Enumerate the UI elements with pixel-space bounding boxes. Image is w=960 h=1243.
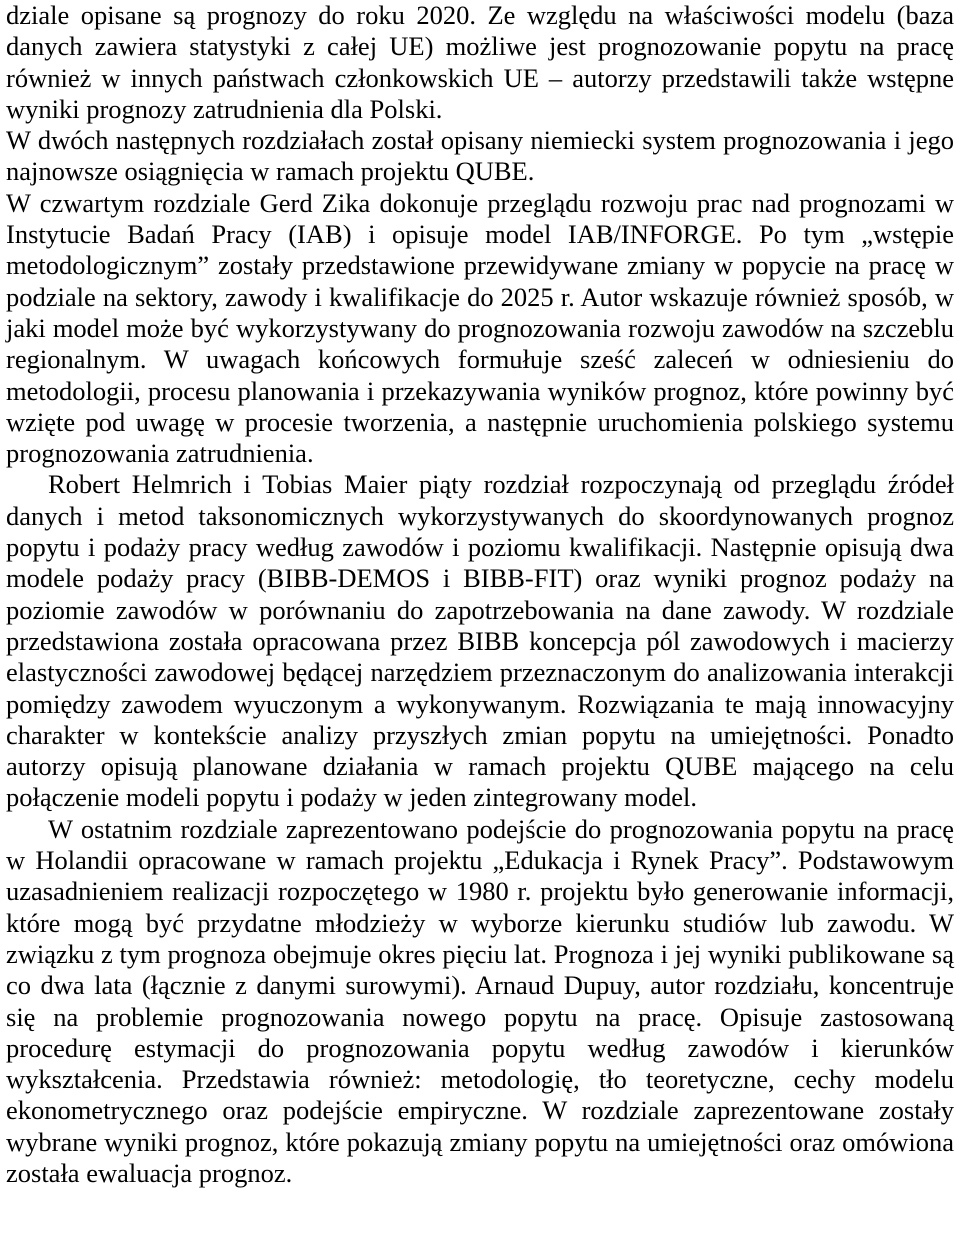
- paragraph-last-chapter: W ostatnim rozdziale zaprezentowano podejście do prognozowania popytu na pracę w Holandii opracowane w ramach projektu „Edukacja i Rynek Pracy”. Podstawowym uzasadnieniem realizacji rozpoczętego w 1980 r. projektu było generowanie informacji, które mogą być przydatne młodzieży w wyborze kierunku studiów lub zawodu. W związku z tym prognoza obejmuje okres pięciu lat. Prognoza i jej wyniki publikowane są co dwa lata (łącznie z danymi surowymi). Arnaud Dupuy, autor rozdziału, koncentruje się na problemie prognozowania nowego popytu na pracę. Opisuje zastosowaną procedurę estymacji do prognozowania popytu według zawodów i kierunków wykształcenia. Przedstawia również: metodologię, tło teoretyczne, cechy modelu ekonometrycznego oraz podejście empiryczne. W rozdziale zaprezentowane zostały wybrane wyniki prognoz, które pokazują zmiany popytu na umiejętności oraz omówiona została ewaluacja prognoz.: [6, 813, 954, 1188]
- paragraph-chapter-four: W czwartym rozdziale Gerd Zika dokonuje przeglądu rozwoju prac nad prognozami w Instytucie Badań Pracy (IAB) i opisuje model IAB/INFORGE. Po tym „wstępie metodologicznym” zostały przedstawione przewidywane zmiany w popycie na pracę w podziale na sektory, zawody i kwalifikacje do 2025 r. Autor wskazuje również sposób, w jaki model może być wykorzystywany do prognozowania rozwoju zawodów na szczeblu regionalnym. W uwagach końcowych formułuje sześć zaleceń w odniesieniu do metodologii, procesu planowania i przekazywania wyników prognoz, które powinny być wzięte pod uwagę w procesie tworzenia, a następnie uruchomienia polskiego systemu prognozowania zatrudnienia.: [6, 187, 954, 469]
- paragraph-chapter-five: Robert Helmrich i Tobias Maier piąty rozdział rozpoczynają od przeglądu źródeł danych i metod taksonomicznych wykorzystywanych do skoordynowanych prognoz popytu i podaży pracy według zawodów i poziomu kwalifikacji. Następnie opisują dwa modele podaży pracy (BIBB-DEMOS i BIBB-FIT) oraz wyniki prognoz podaży na poziomie zawodów w porównaniu do zapotrzebowania na dane zawody. W rozdziale przedstawiona została opracowana przez BIBB koncepcja pól zawodowych i macierzy elastyczności zawodowej będącej narzędziem przeznaczonym do analizowania interakcji pomiędzy zawodem wyuczonym a wykonywanym. Rozwiązania te mają innowacyjny charakter w kontekście analizy przyszłych zmian popytu na umiejętności. Ponadto autorzy opisują planowane działania w ramach projektu QUBE mającego na celu połączenie modeli popytu i podaży w jeden zintegrowany model.: [6, 469, 954, 813]
- paragraph-german-system: W dwóch następnych rozdziałach został opisany niemiecki system prognozowania i jego najnowsze osiągnięcia w ramach projektu QUBE.: [6, 125, 954, 187]
- paragraph-forecast-intro: dziale opisane są prognozy do roku 2020. Ze względu na właściwości modelu (baza danych zawiera statystyki z całej UE) możliwe jest prognozowanie popytu na pracę również w innych państwach członkowskich UE – autorzy przedstawili także wstępne wyniki prognozy zatrudnienia dla Polski.: [6, 0, 954, 124]
